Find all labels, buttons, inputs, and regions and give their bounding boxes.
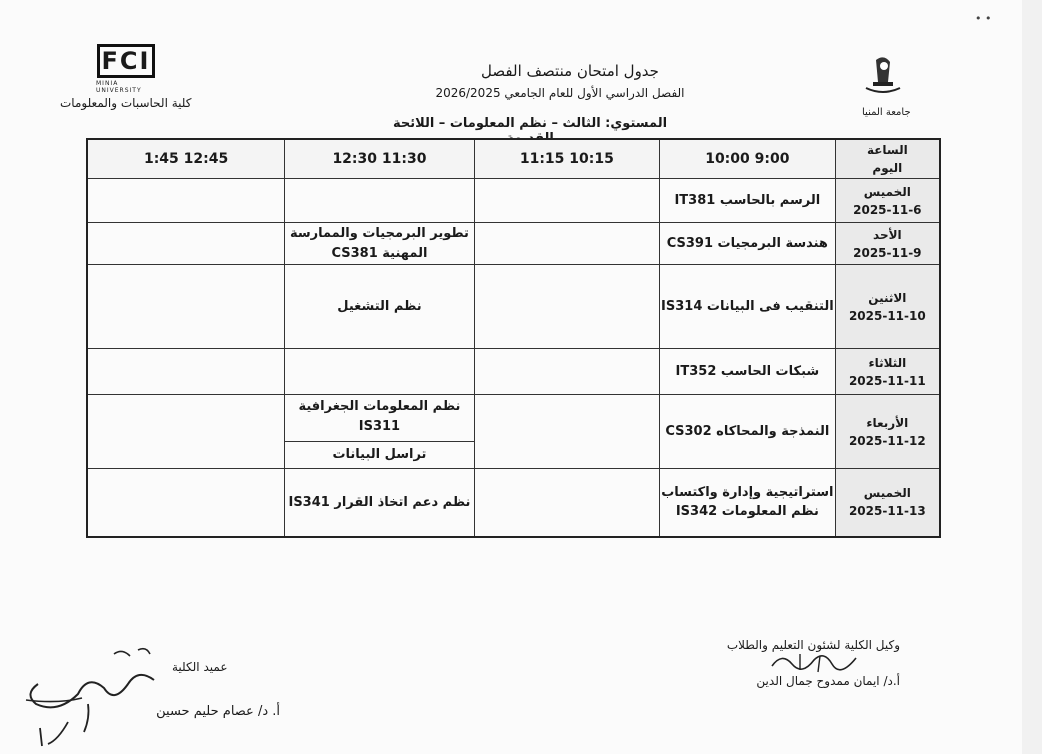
exam-date: 2025-11-12	[848, 433, 926, 448]
time-slot-header: 11:15 10:15	[474, 139, 659, 179]
exam-date: 2025-11-10	[848, 308, 926, 323]
vice-dean-title: وكيل الكلية لشئون التعليم والطلاب	[726, 638, 900, 652]
day-name: الخميس	[863, 486, 911, 501]
dean-title: عميد الكلية	[172, 660, 228, 674]
day-cell	[835, 469, 940, 537]
empty-cell	[474, 469, 659, 537]
time-slot-header: 12:30 11:30	[285, 139, 475, 179]
exam-cell	[285, 349, 475, 395]
time-slot-header: 1:45 12:45	[87, 139, 285, 179]
empty-cell	[474, 395, 659, 469]
exam-entry: تراسل البيانات	[332, 447, 427, 462]
corner-day-label: اليوم	[872, 161, 903, 175]
empty-cell	[474, 223, 659, 265]
exam-date: 2025-11-11	[848, 373, 926, 388]
university-seal-icon	[858, 52, 908, 98]
empty-cell	[87, 179, 285, 223]
dean-name: أ. د/ عصام حليم حسين	[156, 704, 280, 719]
table-header-row	[87, 139, 940, 179]
day-name: الثلاثاء	[868, 355, 907, 370]
faculty-name: كلية الحاسبات والمعلومات	[60, 96, 192, 110]
empty-cell	[87, 349, 285, 395]
exam-schedule-table	[86, 138, 941, 538]
empty-cell	[87, 395, 285, 469]
document-subtitle: الفصل الدراسي الأول للعام الجامعي 2026/2025	[435, 86, 685, 100]
faculty-logo	[96, 44, 156, 94]
empty-cell	[87, 223, 285, 265]
page-margin	[1022, 0, 1042, 754]
table-row	[87, 265, 940, 349]
exam-cell: نظم التشغيل	[285, 265, 475, 349]
table-row	[87, 223, 940, 265]
day-name: الأربعاء	[866, 415, 909, 430]
empty-cell	[474, 349, 659, 395]
level-line: المستوي: الثالث – نظم المعلومات – اللائحة	[392, 116, 668, 131]
exam-cell: تطوير البرمجيات والممارسة المهنية CS381	[285, 223, 475, 265]
day-cell	[835, 223, 940, 265]
exam-date: 2025-11-6	[853, 202, 922, 217]
exam-cell: هندسة البرمجيات CS391	[660, 223, 836, 265]
empty-cell	[87, 469, 285, 537]
exam-cell: شبكات الحاسب IT352	[660, 349, 836, 395]
document-title: جدول امتحان منتصف الفصل	[481, 62, 659, 80]
exam-cell: الرسم بالحاسب IT381	[660, 179, 836, 223]
day-name: الاثنين	[868, 290, 907, 305]
exam-cell: نظم دعم اتخاذ القرار IS341	[285, 469, 475, 537]
exam-cell: التنقيب فى البيانات IS314	[660, 265, 836, 349]
exam-cell: استراتيجية وإدارة واكتساب نظم المعلومات IS342	[660, 469, 836, 537]
day-cell	[835, 265, 940, 349]
empty-cell	[474, 179, 659, 223]
exam-entry: نظم المعلومات الجغرافية IS311	[285, 395, 474, 442]
university-name: جامعة المنيا	[862, 107, 911, 118]
faculty-logo-subtext: MINIA UNIVERSITY	[96, 80, 142, 94]
time-slot-header: 10:00 9:00	[660, 139, 836, 179]
corner-header-cell	[835, 139, 940, 179]
table-row	[87, 395, 940, 469]
empty-cell	[474, 265, 659, 349]
day-name: الأحد	[873, 227, 902, 242]
vice-dean-name: أ.د/ ايمان ممدوح جمال الدين	[756, 674, 900, 688]
day-name: الخميس	[863, 184, 911, 199]
vice-dean-signature-icon	[770, 648, 860, 674]
exam-cell: النمذجة والمحاكاه CS302	[660, 395, 836, 469]
table-row	[87, 469, 940, 537]
dots-decoration: • •	[975, 12, 992, 25]
day-cell	[835, 395, 940, 469]
table-row	[87, 349, 940, 395]
day-cell	[835, 349, 940, 395]
table-row	[87, 179, 940, 223]
empty-cell	[87, 265, 285, 349]
dean-signature-icon	[18, 644, 188, 748]
corner-time-label: الساعة	[866, 143, 908, 157]
day-cell	[835, 179, 940, 223]
faculty-logo-mark: FCI	[97, 44, 155, 78]
exam-date: 2025-11-9	[853, 245, 922, 260]
exam-date: 2025-11-13	[848, 504, 926, 519]
split-exam-cell	[285, 395, 475, 469]
exam-cell	[285, 179, 475, 223]
